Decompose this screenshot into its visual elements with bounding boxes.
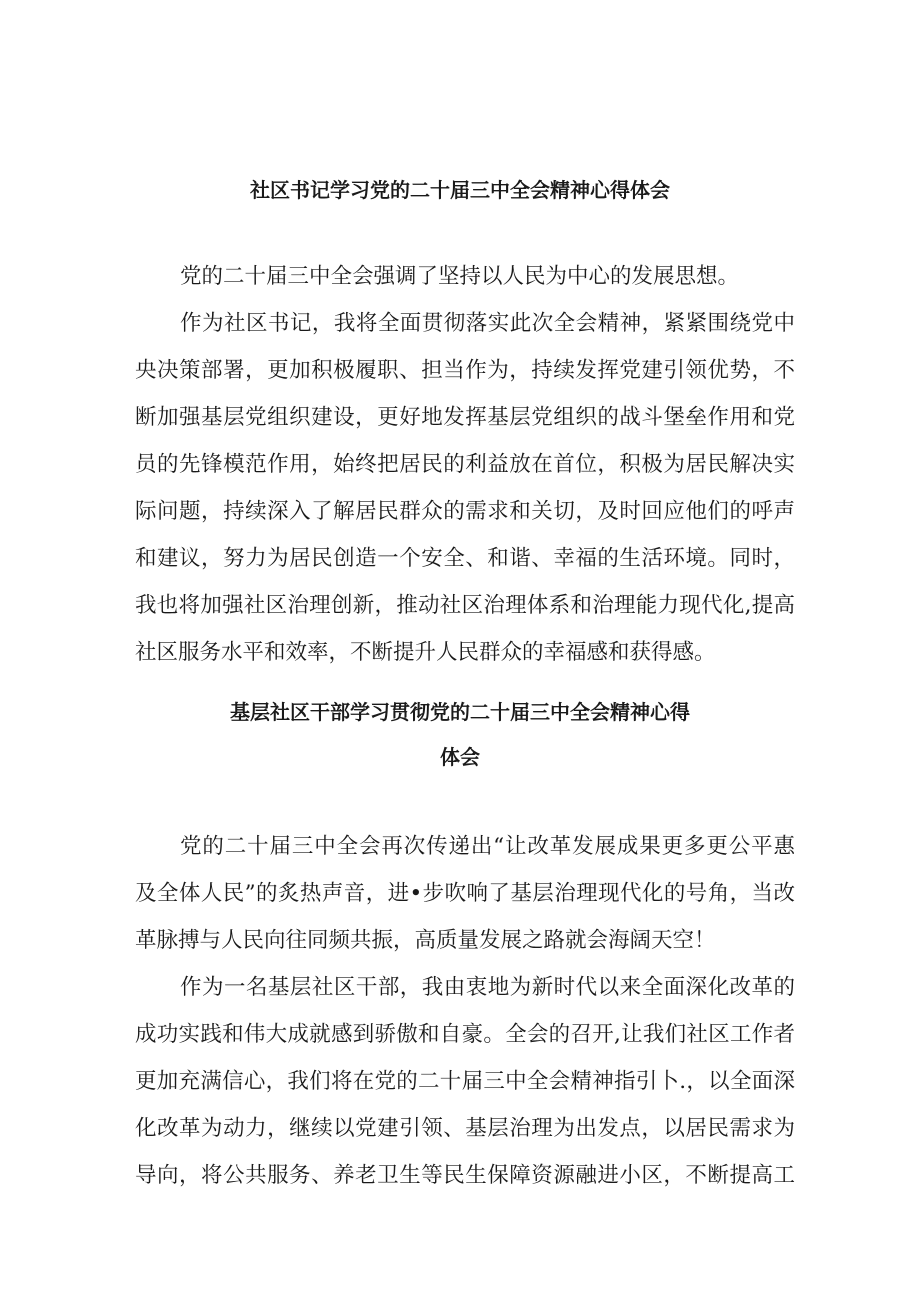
article-2-line: 成功实践和伟大成就感到骄傲和自豪。全会的召开,让我们社区工作者 [135,1022,795,1047]
article-1-line: 党的二十届三中全会强调了坚持以人民为中心的发展思想。 [180,264,740,289]
article-2-line: 化改革为动力，继续以党建引领、基层治理为出发点，以居民需求为 [135,1116,795,1141]
article-1-line: 和建议，努力为居民创造一个安全、和谐、幸福的生活环境。同时， [135,546,795,571]
article-2-line: 导向，将公共服务、养老卫生等民生保障资源融进小区，不断提高工 [135,1163,795,1188]
article-1-line: 我也将加强社区治理创新，推动社区治理体系和治理能力现代化,提高 [135,593,795,618]
article-2-title-line-2: 体会 [440,745,480,769]
article-1-line: 作为社区书记，我将全面贯彻落实此次全会精神，紧紧围绕党中 [180,311,795,336]
article-1-title: 社区书记学习党的二十届三中全会精神心得体会 [250,178,670,202]
article-1-line: 央决策部署，更加积极履职、担当作为，持续发挥党建引领优势，不 [135,358,795,383]
article-1-line: 际问题，持续深入了解居民群众的需求和关切，及时回应他们的呼声 [135,499,795,524]
article-2-line: 及全体人民”的炙热声音，进•步吹响了基层治理现代化的号角，当改 [135,881,795,906]
article-2-line: 作为一名基层社区干部，我由衷地为新时代以来全面深化改革的 [180,975,795,1000]
article-2-line: 党的二十届三中全会再次传递出“让改革发展成果更多更公平惠 [180,834,795,859]
article-2-title-line-1: 基层社区干部学习贯彻党的二十届三中全会精神心得 [230,700,690,724]
article-1-line: 员的先锋模范作用，始终把居民的利益放在首位，积极为居民解决实 [135,452,795,477]
article-2-line: 更加充满信心，我们将在党的二十届三中全会精神指引卜.，以全面深 [135,1069,795,1094]
article-1-line: 断加强基层党组织建设，更好地发挥基层党组织的战斗堡垒作用和党 [135,405,795,430]
article-2-line: 革脉搏与人民向往同频共振，高质量发展之路就会海阔天空！ [135,928,716,953]
article-1-line: 社区服务水平和效率，不断提升人民群众的幸福感和获得感。 [135,640,716,665]
